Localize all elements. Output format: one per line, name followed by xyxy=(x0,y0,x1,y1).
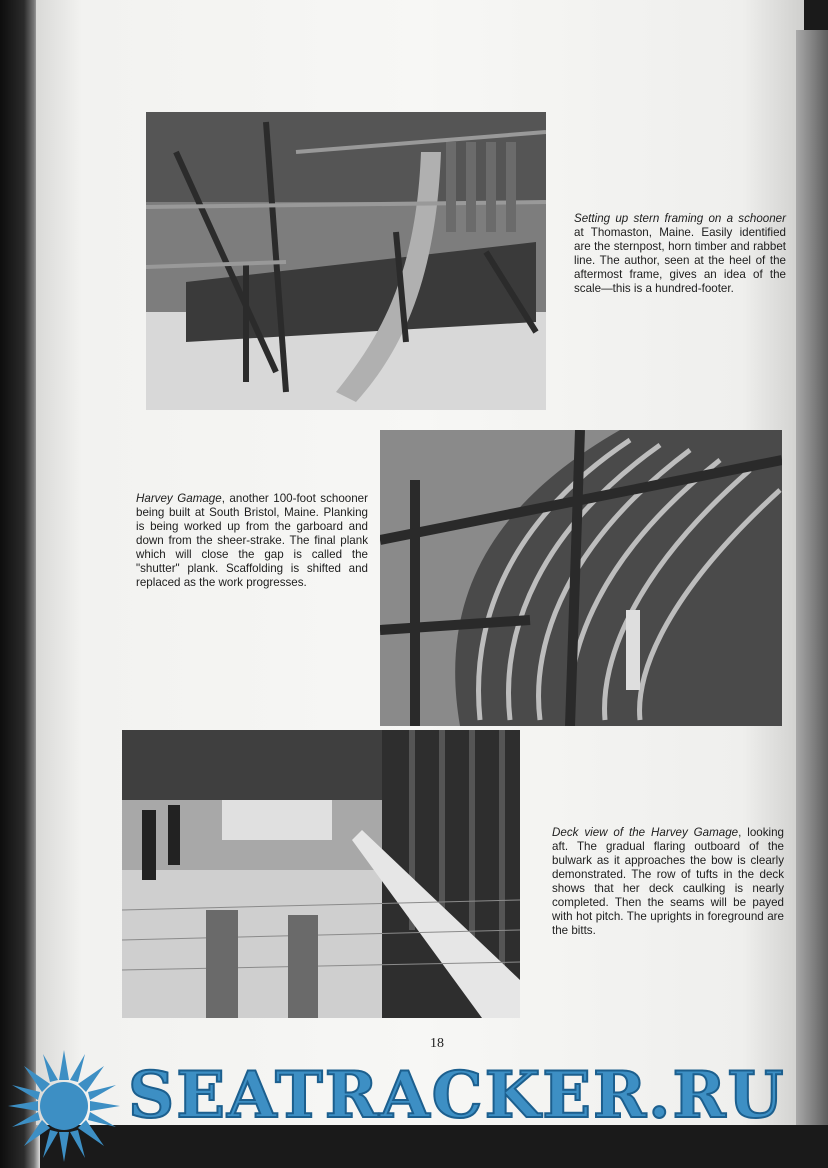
page-number: 18 xyxy=(430,1036,444,1051)
book-spine xyxy=(0,0,40,1168)
sun-burst-icon xyxy=(8,1050,120,1162)
caption-harvey-gamage-planking xyxy=(136,492,368,590)
caption-stern-framing xyxy=(574,212,786,296)
caption-deck-part-2: Harvey Gamage xyxy=(651,826,739,839)
caption-planking-part-1: Harvey Gamage xyxy=(136,492,222,505)
caption-stern-framing-part-2: at Thomaston, Maine. Easily identified are the sternpost, horn timber and rabbet line. The author, seen at the heel of the aftermost frame, gives an idea of the scale—this is a hundred-footer. xyxy=(574,226,786,295)
photo-harvey-gamage-deck xyxy=(122,730,520,1018)
caption-deck-part-3: , looking aft. The gradual flaring outboard of the bulwark as it approaches the bow is clearly demonstrated. The row of tufts in the deck shows that her deck caulking is nearly completed. Then the seams will be payed with hot pitch. The uprights in foreground are the bitts. xyxy=(552,826,785,937)
photo-harvey-gamage-planking xyxy=(380,430,782,726)
caption-harvey-gamage-deck xyxy=(552,826,784,938)
watermark-text: SEATRACKER.RU xyxy=(128,1058,786,1133)
photo-stern-framing xyxy=(146,112,546,410)
page-edge-shadow xyxy=(796,30,828,1125)
caption-planking-part-2: , another 100-foot schooner being built at South Bristol, Maine. Planking is being worked up from the garboard and down from the sheer-strake. The final plank which will close the gap is called the "shutter" plank. Scaffolding is shifted and replaced as the work progresses. xyxy=(136,492,368,589)
caption-deck-part-1: Deck view of the xyxy=(552,826,652,839)
caption-stern-framing-part-1: Setting up stern framing on a schooner xyxy=(574,212,786,225)
